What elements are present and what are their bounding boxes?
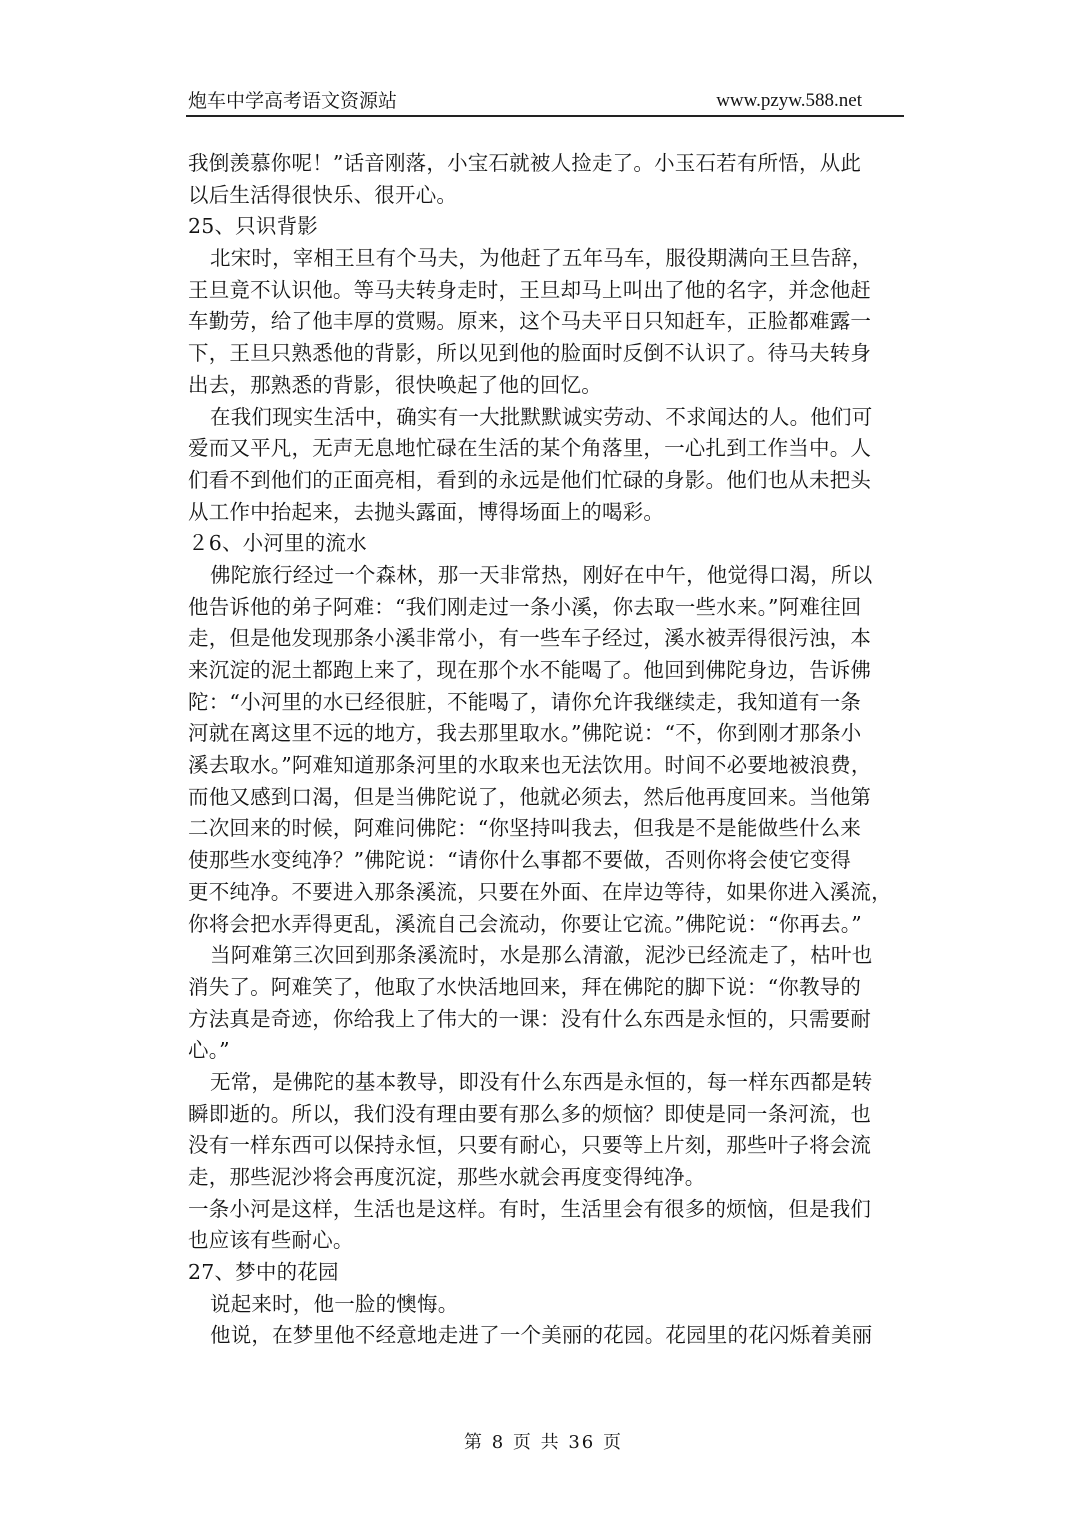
text-line: 也应该有些耐心。 [188, 1228, 354, 1253]
text-line: 来沉淀的泥土都跑上来了，现在那个水不能喝了。他回到佛陀身边，告诉佛 [188, 658, 872, 682]
text-line: 他告诉他的弟子阿难：“我们刚走过一条小溪，你去取一些水来。”阿难往回 [188, 594, 862, 619]
text-line: 心。” [188, 1038, 230, 1063]
header-site-name: 炮车中学高考语文资源站 [188, 90, 398, 112]
text-line: 你将会把水弄得更乱，溪流自己会流动，你要让它流。”佛陀说：“你再去。” [188, 911, 862, 936]
text-line: 王旦竟不认识他。等马夫转身走时，王旦却马上叫出了他的名字，并念他赶 [188, 277, 872, 302]
text-line: 没有一样东西可以保持永恒，只要有耐心，只要等上片刻，那些叶子将会流 [188, 1133, 872, 1158]
text-line: 二次回来的时候，阿难问佛陀：“你坚持叫我去，但我是不是能做些什么来 [188, 816, 862, 841]
text-line: 25、只识背影 [188, 214, 318, 239]
text-line: 下，王旦只熟悉他的背影，所以见到他的脸面时反倒不认识了。待马夫转身 [188, 341, 872, 366]
header-url: www.pzyw.588.net [716, 90, 862, 111]
text-line: 说起来时，他一脸的懊悔。 [210, 1291, 459, 1316]
text-line: 走，那些泥沙将会再度沉淀，那些水就会再度变得纯净。 [188, 1165, 706, 1189]
text-line: 无常，是佛陀的基本教导，即没有什么东西是永恒的，每一样东西都是转 [210, 1069, 873, 1094]
text-line: 以后生活得很快乐、很开心。 [188, 182, 458, 207]
text-line: 我倒羡慕你呢！”话音刚落，小宝石就被人捡走了。小玉石若有所悟，从此 [188, 151, 862, 175]
text-line: 走，但是他发现那条小溪非常小，有一些车子经过，溪水被弄得很污浊，本 [188, 626, 872, 651]
text-line: 车勤劳，给了他丰厚的赏赐。原来，这个马夫平日只知赶车，正脸都难露一 [188, 309, 872, 334]
text-line: 27、梦中的花园 [188, 1260, 339, 1285]
text-line: 他说，在梦里他不经意地走进了一个美丽的花园。花园里的花闪烁着美丽 [210, 1323, 873, 1348]
text-line: 方法真是奇迹，你给我上了伟大的一课：没有什么东西是永恒的，只需要耐 [188, 1006, 872, 1031]
text-line: ２6、小河里的流水 [188, 531, 367, 556]
text-line: 北宋时，宰相王旦有个马夫，为他赶了五年马车，服役期满向王旦告辞， [210, 246, 873, 271]
page-header [188, 88, 904, 116]
page-footer: 第 8 页 共 36 页 [464, 1432, 623, 1453]
text-line: 而他又感到口渴，但是当佛陀说了，他就必须去，然后他再度回来。当他第 [188, 784, 872, 809]
text-line: 在我们现实生活中，确实有一大批默默诚实劳动、不求闻达的人。他们可 [210, 404, 873, 429]
text-line: 一条小河是这样，生活也是这样。有时，生活里会有很多的烦恼，但是我们 [188, 1196, 872, 1221]
text-line: 爱而又平凡，无声无息地忙碌在生活的某个角落里，一心扎到工作当中。人 [188, 436, 872, 461]
text-line: 从工作中抬起来，去抛头露面，博得场面上的喝彩。 [188, 499, 665, 524]
text-line: 河就在离这里不远的地方，我去那里取水。”佛陀说：“不，你到刚才那条小 [188, 721, 862, 746]
text-line: 瞬即逝的。所以，我们没有理由要有那么多的烦恼？即使是同一条河流，也 [188, 1101, 872, 1126]
text-line: 们看不到他们的正面亮相，看到的永远是他们忙碌的身影。他们也从未把头 [188, 467, 872, 492]
text-line: 使那些水变纯净？”佛陀说：“请你什么事都不要做，否则你将会使它变得 [188, 848, 852, 873]
text-line: 更不纯净。不要进入那条溪流，只要在外面、在岸边等待，如果你进入溪流， [188, 879, 892, 904]
text-line: 陀：“小河里的水已经很脏，不能喝了，请你允许我继续走，我知道有一条 [188, 689, 862, 714]
document-body [188, 148, 904, 1352]
text-line: 佛陀旅行经过一个森林，那一天非常热，刚好在中午，他觉得口渴，所以 [210, 562, 873, 587]
text-line: 消失了。阿难笑了，他取了水快活地回来，拜在佛陀的脚下说：“你教导的 [188, 974, 862, 999]
text-line: 溪去取水。”阿难知道那条河里的水取来也无法饮用。时间不必要地被浪费， [188, 753, 872, 778]
text-line: 出去，那熟悉的背影，很快唤起了他的回忆。 [188, 372, 602, 397]
text-line: 当阿难第三次回到那条溪流时，水是那么清澈，泥沙已经流走了，枯叶也 [210, 943, 873, 968]
header-divider [186, 115, 904, 117]
